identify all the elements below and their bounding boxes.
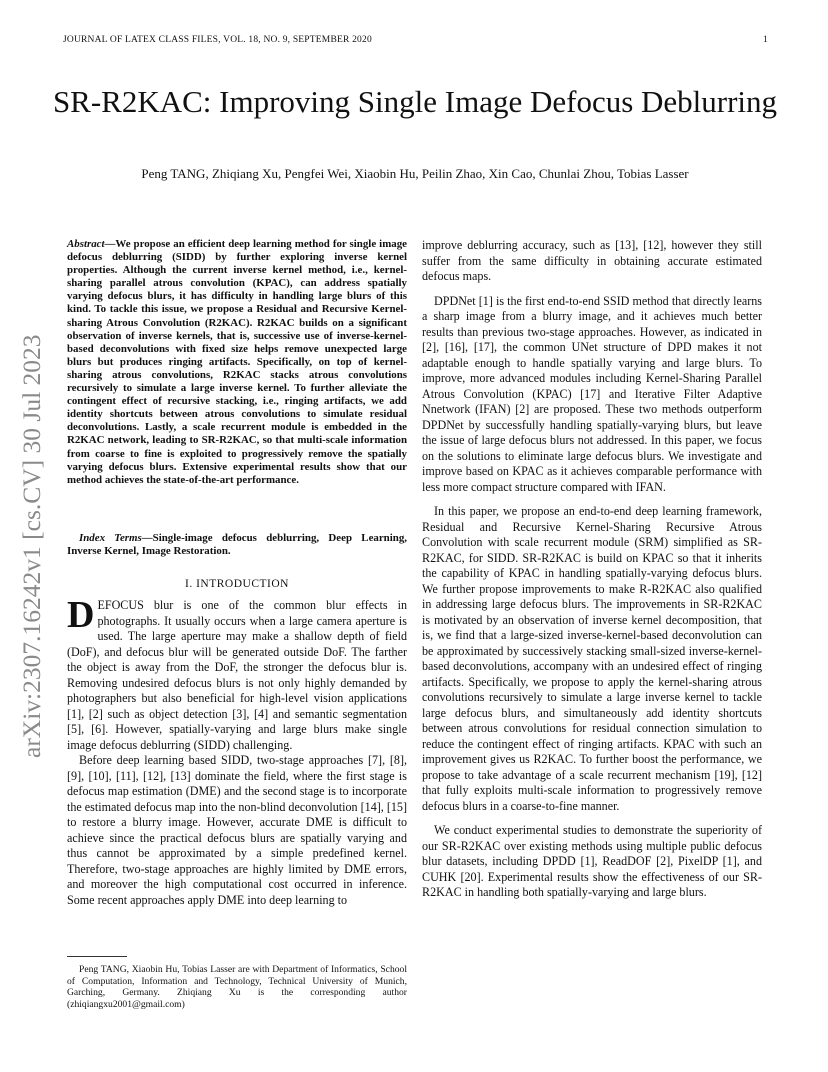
running-header — [63, 35, 768, 45]
introduction-body — [67, 594, 407, 908]
intro-paragraph-1: EFOCUS blur is one of the common blur effects in photographs. It usually occurs when a large camera aperture is used. The large aperture may make a shallow depth of field (DoF), and defocus blur will be generated outside DoF. The farther the object is away from the DoF, the stronger the defocus blur is. Removing undesired defocus blurs is not only highly demanded by photographers but also beneficial for high-level vision applications [1], [2] such as object detection [3], [4] and semantic segmentation [5], [6]. However, spatially-varying and large blurs make single image defocus deblurring (SIDD) challenging. — [67, 598, 407, 752]
abstract-text: —We propose an efficient deep learning method for single image defocus deblurring (SIDD) by further exploring inverse kernel properties. Although the current inverse kernel method, i.e., kernel-sharing parallel atrous convolution (KPAC), can address spatially varying defocus blurs, it has difficulty in handling large blurs of this kind. To tackle this issue, we propose a Residual and Recursive Kernel-sharing Atrous Convolution (R2KAC). R2KAC builds on a significant observation of inverse kernels, that is, successive use of inverse-kernel-based deconvolutions with fixed size helps remove unexpected large blurs but produces ringing artifacts. Specifically, on top of kernel-sharing atrous convolutions, R2KAC stacks atrous convolutions recursively to simulate a large inverse kernel. To further alleviate the contingent effect of recursive stacking, i.e., ringing artifacts, we add identity shortcuts between atrous convolutions to simulate residual deconvolutions. Lastly, a scale recurrent module is embedded in the R2KAC network, leading to SR-R2KAC, so that multi-scale information from coarse to fine is exploited to progressively remove the spatially varying defocus blurs. Extensive experimental results show that our method achieves the state-of-the-art performance. — [67, 238, 407, 486]
section-heading-introduction: I. INTRODUCTION — [185, 578, 289, 590]
index-terms-lead: Index Terms — [79, 532, 142, 544]
index-terms-text: —Single-image defocus deblurring, Deep Learning, Inverse Kernel, Image Restoration. — [67, 532, 407, 558]
right-paragraph-2: DPDNet [1] is the first end-to-end SSID method that directly learns a sharp image from a blurry image, and it achieves much better results than previous two-stage approaches. However, as indicated in [2], [16], [17], the common UNet structure of DPD makes it not adaptable enough to handle spatially varying and large blurs. To improve, more advanced modules including Kernel-Sharing Parallel Atrous Convolution (KPAC) [17] and Iterative Filter Adaptive Nnetwork (IFAN) [2] are proposed. These two methods outperform DPDNet by successfully handling spatially-varying blurs, but leave the issue of large defocus blurs not addressed. In this paper, we focus on the solutions to eliminate large defocus blurs. We investigate and improve based on KPAC as it achieves comparable performance with less more compact structure compared with IFAN. — [422, 293, 762, 494]
footnote-rule — [67, 956, 127, 957]
abstract-lead: Abstract — [67, 238, 105, 250]
right-paragraph-1: improve deblurring accuracy, such as [13], [12], however they still suffer from the same difficulty in obtaining accurate estimated defocus maps. — [422, 238, 762, 283]
abstract — [67, 238, 407, 487]
index-terms — [67, 532, 407, 558]
arxiv-stamp[interactable] — [8, 300, 48, 760]
paper-title: SR-R2KAC: Improving Single Image Defocus Deblurring — [52, 84, 778, 119]
drop-cap: D — [67, 594, 95, 636]
right-paragraph-3: In this paper, we propose an end-to-end deep learning framework, Residual and Recursive Kernel-Sharing Recursive Atrous Convolution with scale recurrent module (SRM) simplified as SR-R2KAC, for SIDD. SR-R2KAC is build on KPAC so that it inherits the capability of KPAC in handling spatially-varying defocus blurs. We further propose improvements to make R-R2KAC also qualified in addressing large defocus blurs. The improvements in SR-R2KAC is motivated by an observation of inverse kernel decomposition, that is, we find that a large-sized inverse-kernel-based deconvolution can be approximated by successively stacking small-sized inverse-kernel-based deconvolutions, accompany with an undesired effect of ringing artifacts. Specifically, we propose to apply the kernel-sharing atrous convolutions recursively to simulate a large inverse kernel to tackle large defocus blurs, and simultaneously add identity shortcuts between atrous convolutions for residual connection simulation to reduce the contingent effect of ringing artifacts. KPAC with such an improvement gives us R2KAC. To further boost the performance, we propose to take advantage of a scale recurrent mechanism [19], [12] that fully exploits multi-scale information to progressively remove defocus blurs in a coarse-to-fine manner. — [422, 504, 762, 813]
arxiv-stamp-text: arXiv:2307.16242v1 [cs.CV] 30 Jul 2023 — [17, 334, 46, 758]
author-list: Peng TANG, Zhiqiang Xu, Pengfei Wei, Xiaobin Hu, Peilin Zhao, Xin Cao, Chunlai Zhou, Tobias Lasser — [141, 166, 689, 181]
right-paragraph-4: We conduct experimental studies to demonstrate the superiority of our SR-R2KAC over existing methods using multiple public defocus blur datasets, including DPDD [1], ReadDOF [2], PixelDP [1], and CUHK [20]. Experimental results show the effectiveness of our SR-R2KAC in handling both spatially-varying and large blurs. — [422, 823, 762, 899]
right-column — [422, 238, 762, 901]
intro-paragraph-2: Before deep learning based SIDD, two-stage approaches [7], [8], [9], [10], [11], [12], [13] dominate the field, where the first stage is defocus map estimation (DME) and the second stage is to incorporate the estimated defocus map into the non-blind deconvolution [14], [15] to restore a blurry image. However, accurate DME is difficult to achieve since the practical defocus blurs are spatially varying and thus cannot be approximated by a simple predefined kernel. Therefore, two-stage approaches are highly limited by DME errors, and moreover the high computational cost occurred in inference. Some recent approaches apply DME into deep learning to — [67, 753, 407, 907]
footnote: Peng TANG, Xiaobin Hu, Tobias Lasser are with Department of Informatics, School of Computation, Information and Technology, Technical University of Munich, Garching, Germany. Zhiqiang Xu is the corresponding author (zhiqiangxu2001@gmail.com) — [67, 964, 407, 1010]
page-number: 1 — [763, 35, 768, 45]
journal-name: JOURNAL OF LATEX CLASS FILES, VOL. 18, NO. 9, SEPTEMBER 2020 — [63, 35, 372, 45]
